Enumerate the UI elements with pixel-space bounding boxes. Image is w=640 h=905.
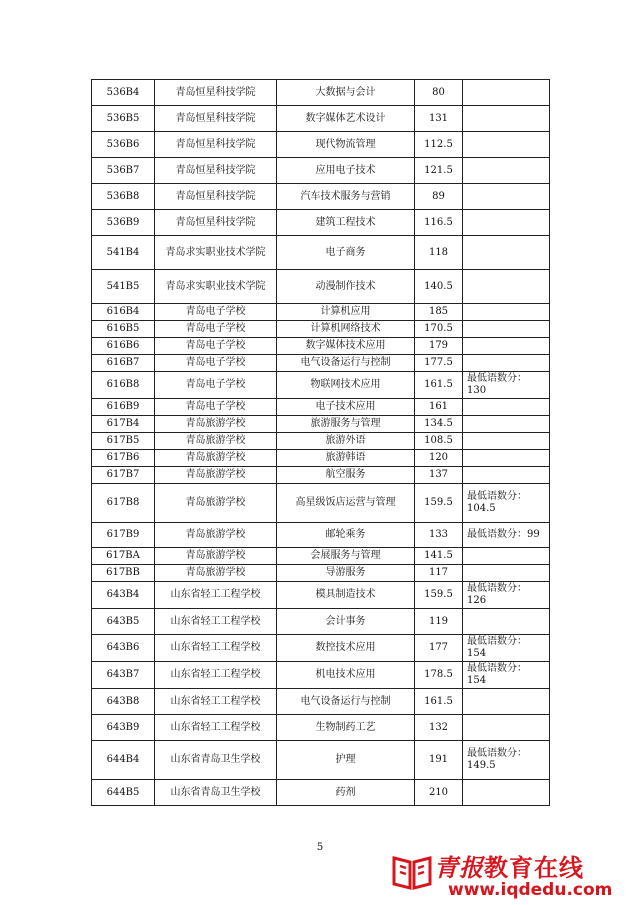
cell-score: 178.5 bbox=[415, 662, 463, 689]
table-row bbox=[92, 780, 550, 806]
table-row bbox=[92, 372, 550, 399]
cell-major: 数字媒体艺术设计 bbox=[277, 106, 415, 132]
logo-brand: 青报教育在线 bbox=[434, 853, 584, 882]
cell-major: 护理 bbox=[277, 741, 415, 780]
cell-note bbox=[463, 236, 550, 270]
cell-code: 644B4 bbox=[92, 741, 155, 780]
cell-score: 170.5 bbox=[415, 321, 463, 338]
cell-major: 应用电子技术 bbox=[277, 158, 415, 184]
cell-code: 616B6 bbox=[92, 338, 155, 355]
cell-note bbox=[463, 158, 550, 184]
cell-major: 电子技术应用 bbox=[277, 399, 415, 416]
cell-code: 616B8 bbox=[92, 372, 155, 399]
table-row bbox=[92, 158, 550, 184]
table-row bbox=[92, 565, 550, 582]
cell-code: 617B6 bbox=[92, 450, 155, 467]
cell-note: 最低语数分：130 bbox=[463, 372, 550, 399]
cell-code: 617B7 bbox=[92, 467, 155, 484]
cell-score: 161.5 bbox=[415, 689, 463, 715]
cell-note bbox=[463, 565, 550, 582]
cell-score: 117 bbox=[415, 565, 463, 582]
cell-code: 643B8 bbox=[92, 689, 155, 715]
cell-score: 185 bbox=[415, 304, 463, 321]
cell-major: 药剂 bbox=[277, 780, 415, 806]
cell-school: 青岛恒星科技学院 bbox=[155, 106, 277, 132]
cell-note bbox=[463, 210, 550, 236]
cell-score: 210 bbox=[415, 780, 463, 806]
cell-note: 最低语数分：154 bbox=[463, 635, 550, 662]
cell-major: 高星级饭店运营与管理 bbox=[277, 484, 415, 523]
cell-major: 模具制造技术 bbox=[277, 582, 415, 609]
cell-score: 179 bbox=[415, 338, 463, 355]
cell-major: 数字媒体技术应用 bbox=[277, 338, 415, 355]
cell-note: 最低语数分：149.5 bbox=[463, 741, 550, 780]
cell-code: 616B5 bbox=[92, 321, 155, 338]
table-row bbox=[92, 433, 550, 450]
cell-major: 电气设备运行与控制 bbox=[277, 689, 415, 715]
cell-note bbox=[463, 715, 550, 741]
cell-code: 644B5 bbox=[92, 780, 155, 806]
cell-score: 161 bbox=[415, 399, 463, 416]
cell-code: 643B6 bbox=[92, 635, 155, 662]
cell-score: 131 bbox=[415, 106, 463, 132]
cell-note bbox=[463, 184, 550, 210]
cell-code: 536B4 bbox=[92, 80, 155, 106]
cell-major: 汽车技术服务与营销 bbox=[277, 184, 415, 210]
table-row bbox=[92, 635, 550, 662]
cell-code: 536B9 bbox=[92, 210, 155, 236]
cell-score: 134.5 bbox=[415, 416, 463, 433]
cell-school: 山东省轻工工程学校 bbox=[155, 609, 277, 635]
cell-school: 青岛求实职业技术学院 bbox=[155, 270, 277, 304]
cell-school: 山东省青岛卫生学校 bbox=[155, 780, 277, 806]
cell-school: 青岛旅游学校 bbox=[155, 548, 277, 565]
table-row bbox=[92, 416, 550, 433]
cell-note: 最低语数分：99 bbox=[463, 523, 550, 548]
cell-major: 旅游外语 bbox=[277, 433, 415, 450]
cell-code: 643B4 bbox=[92, 582, 155, 609]
cell-note bbox=[463, 689, 550, 715]
cell-note bbox=[463, 467, 550, 484]
cell-major: 大数据与会计 bbox=[277, 80, 415, 106]
cell-note bbox=[463, 609, 550, 635]
cell-score: 177 bbox=[415, 635, 463, 662]
table-row bbox=[92, 582, 550, 609]
cell-major: 物联网技术应用 bbox=[277, 372, 415, 399]
cell-score: 119 bbox=[415, 609, 463, 635]
cell-major: 旅游服务与管理 bbox=[277, 416, 415, 433]
cell-score: 137 bbox=[415, 467, 463, 484]
table-row bbox=[92, 184, 550, 210]
cell-code: 536B6 bbox=[92, 132, 155, 158]
admission-score-table bbox=[91, 79, 550, 806]
cell-score: 89 bbox=[415, 184, 463, 210]
cell-school: 青岛旅游学校 bbox=[155, 467, 277, 484]
cell-note: 最低语数分：154 bbox=[463, 662, 550, 689]
cell-note bbox=[463, 399, 550, 416]
cell-major: 导游服务 bbox=[277, 565, 415, 582]
cell-major: 邮轮乘务 bbox=[277, 523, 415, 548]
cell-code: 617BA bbox=[92, 548, 155, 565]
cell-code: 536B8 bbox=[92, 184, 155, 210]
cell-school: 青岛恒星科技学院 bbox=[155, 210, 277, 236]
cell-score: 121.5 bbox=[415, 158, 463, 184]
cell-code: 616B9 bbox=[92, 399, 155, 416]
cell-school: 青岛电子学校 bbox=[155, 338, 277, 355]
cell-note: 最低语数分：126 bbox=[463, 582, 550, 609]
cell-major: 现代物流管理 bbox=[277, 132, 415, 158]
cell-code: 617B4 bbox=[92, 416, 155, 433]
cell-major: 航空服务 bbox=[277, 467, 415, 484]
cell-score: 177.5 bbox=[415, 355, 463, 372]
table-row bbox=[92, 304, 550, 321]
table-row bbox=[92, 80, 550, 106]
cell-note bbox=[463, 450, 550, 467]
cell-note bbox=[463, 433, 550, 450]
cell-score: 120 bbox=[415, 450, 463, 467]
cell-code: 617BB bbox=[92, 565, 155, 582]
cell-code: 643B9 bbox=[92, 715, 155, 741]
cell-note bbox=[463, 321, 550, 338]
cell-major: 建筑工程技术 bbox=[277, 210, 415, 236]
table-row bbox=[92, 355, 550, 372]
cell-note bbox=[463, 355, 550, 372]
cell-major: 会展服务与管理 bbox=[277, 548, 415, 565]
table-row bbox=[92, 609, 550, 635]
page-number: 5 bbox=[316, 842, 324, 853]
table-row bbox=[92, 662, 550, 689]
table-row bbox=[92, 523, 550, 548]
cell-score: 108.5 bbox=[415, 433, 463, 450]
cell-school: 山东省青岛卫生学校 bbox=[155, 741, 277, 780]
cell-school: 青岛旅游学校 bbox=[155, 484, 277, 523]
cell-score: 118 bbox=[415, 236, 463, 270]
table-row bbox=[92, 338, 550, 355]
cell-school: 青岛电子学校 bbox=[155, 304, 277, 321]
cell-school: 青岛旅游学校 bbox=[155, 450, 277, 467]
cell-school: 青岛求实职业技术学院 bbox=[155, 236, 277, 270]
cell-note bbox=[463, 416, 550, 433]
cell-score: 159.5 bbox=[415, 484, 463, 523]
cell-code: 541B5 bbox=[92, 270, 155, 304]
table-row bbox=[92, 548, 550, 565]
cell-code: 616B4 bbox=[92, 304, 155, 321]
cell-major: 动漫制作技术 bbox=[277, 270, 415, 304]
cell-note bbox=[463, 780, 550, 806]
cell-school: 青岛恒星科技学院 bbox=[155, 80, 277, 106]
cell-score: 159.5 bbox=[415, 582, 463, 609]
cell-school: 青岛电子学校 bbox=[155, 399, 277, 416]
table-row bbox=[92, 399, 550, 416]
cell-school: 山东省轻工工程学校 bbox=[155, 689, 277, 715]
cell-school: 山东省轻工工程学校 bbox=[155, 715, 277, 741]
table-row bbox=[92, 210, 550, 236]
cell-score: 140.5 bbox=[415, 270, 463, 304]
cell-score: 161.5 bbox=[415, 372, 463, 399]
cell-school: 青岛旅游学校 bbox=[155, 433, 277, 450]
cell-school: 青岛电子学校 bbox=[155, 372, 277, 399]
cell-code: 536B7 bbox=[92, 158, 155, 184]
cell-major: 电气设备运行与控制 bbox=[277, 355, 415, 372]
cell-code: 617B8 bbox=[92, 484, 155, 523]
cell-score: 133 bbox=[415, 523, 463, 548]
logo-url: www.iqdedu.com bbox=[448, 880, 613, 900]
table-row bbox=[92, 106, 550, 132]
cell-code: 541B4 bbox=[92, 236, 155, 270]
site-logo bbox=[388, 848, 628, 902]
cell-score: 116.5 bbox=[415, 210, 463, 236]
cell-code: 536B5 bbox=[92, 106, 155, 132]
cell-major: 会计事务 bbox=[277, 609, 415, 635]
cell-score: 141.5 bbox=[415, 548, 463, 565]
cell-score: 112.5 bbox=[415, 132, 463, 158]
cell-code: 616B7 bbox=[92, 355, 155, 372]
cell-note bbox=[463, 106, 550, 132]
cell-school: 青岛电子学校 bbox=[155, 355, 277, 372]
cell-note bbox=[463, 270, 550, 304]
cell-school: 山东省轻工工程学校 bbox=[155, 582, 277, 609]
cell-school: 青岛电子学校 bbox=[155, 321, 277, 338]
table-row bbox=[92, 270, 550, 304]
cell-note bbox=[463, 80, 550, 106]
cell-code: 617B9 bbox=[92, 523, 155, 548]
table-row bbox=[92, 132, 550, 158]
cell-school: 山东省轻工工程学校 bbox=[155, 635, 277, 662]
cell-score: 80 bbox=[415, 80, 463, 106]
cell-major: 数控技术应用 bbox=[277, 635, 415, 662]
cell-code: 617B5 bbox=[92, 433, 155, 450]
cell-school: 青岛旅游学校 bbox=[155, 523, 277, 548]
table-row bbox=[92, 467, 550, 484]
cell-note bbox=[463, 338, 550, 355]
cell-note: 最低语数分：104.5 bbox=[463, 484, 550, 523]
cell-major: 计算机网络技术 bbox=[277, 321, 415, 338]
cell-score: 132 bbox=[415, 715, 463, 741]
table-row bbox=[92, 689, 550, 715]
table-row bbox=[92, 715, 550, 741]
cell-code: 643B7 bbox=[92, 662, 155, 689]
cell-school: 青岛旅游学校 bbox=[155, 565, 277, 582]
table-row bbox=[92, 236, 550, 270]
table-row bbox=[92, 450, 550, 467]
cell-note bbox=[463, 304, 550, 321]
table-row bbox=[92, 321, 550, 338]
cell-score: 191 bbox=[415, 741, 463, 780]
book-logo-icon bbox=[390, 852, 434, 892]
cell-school: 青岛恒星科技学院 bbox=[155, 158, 277, 184]
cell-code: 643B5 bbox=[92, 609, 155, 635]
cell-major: 电子商务 bbox=[277, 236, 415, 270]
cell-note bbox=[463, 132, 550, 158]
cell-major: 计算机应用 bbox=[277, 304, 415, 321]
cell-school: 山东省轻工工程学校 bbox=[155, 662, 277, 689]
cell-school: 青岛恒星科技学院 bbox=[155, 184, 277, 210]
table-row bbox=[92, 741, 550, 780]
cell-major: 生物制药工艺 bbox=[277, 715, 415, 741]
cell-major: 机电技术应用 bbox=[277, 662, 415, 689]
cell-major: 旅游韩语 bbox=[277, 450, 415, 467]
cell-school: 青岛恒星科技学院 bbox=[155, 132, 277, 158]
table-row bbox=[92, 484, 550, 523]
cell-school: 青岛旅游学校 bbox=[155, 416, 277, 433]
cell-note bbox=[463, 548, 550, 565]
